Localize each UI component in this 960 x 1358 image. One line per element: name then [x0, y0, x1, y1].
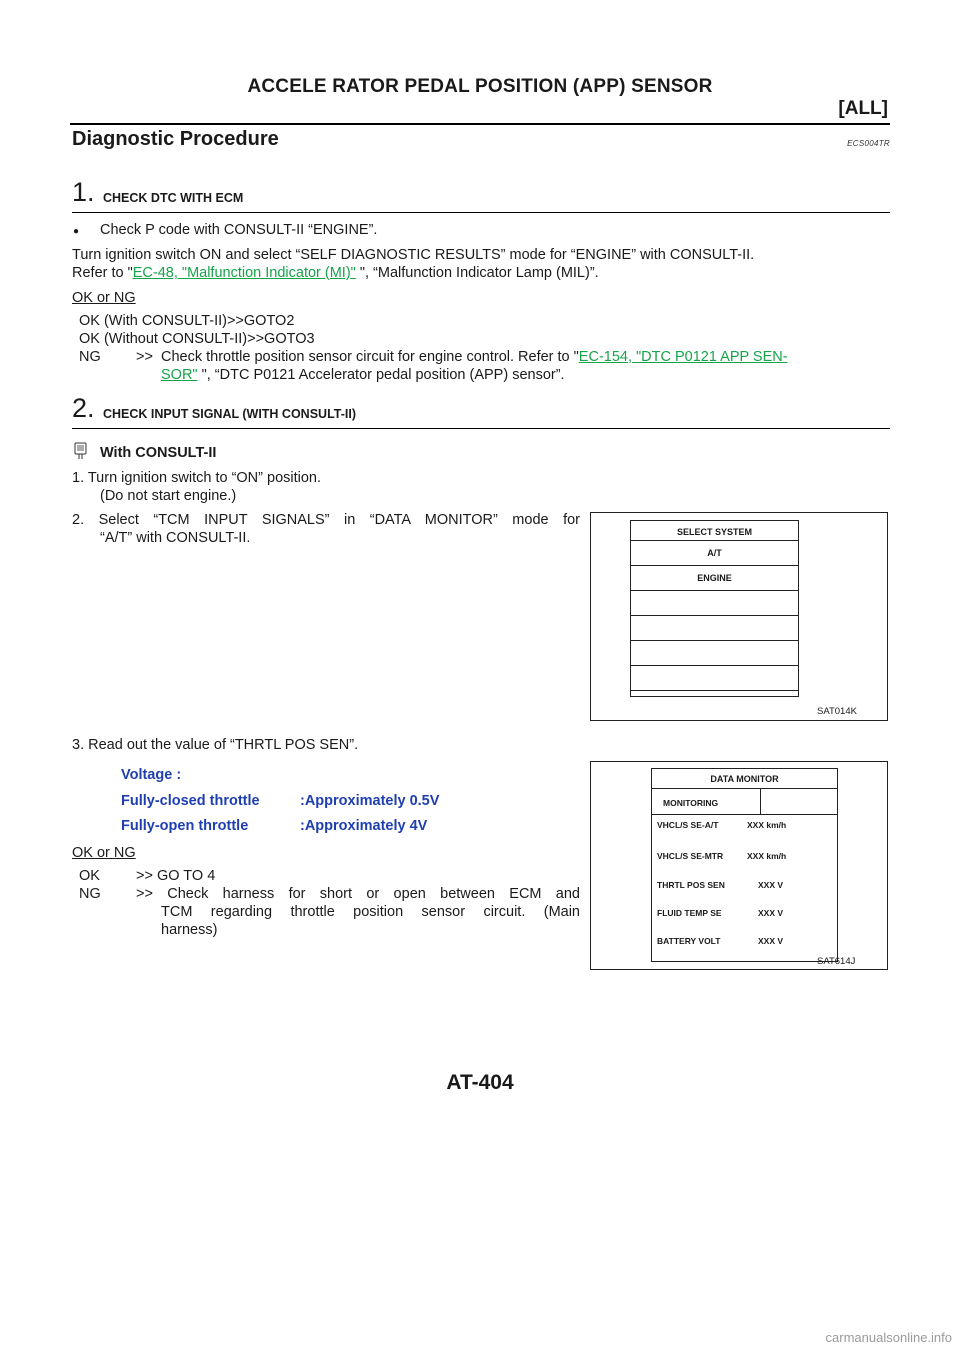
select-system-screen — [630, 520, 799, 697]
step-1-instruction: Turn ignition switch ON and select “SELF DIAGNOSTIC RESULTS” mode for “ENGINE” with CONSULT-II. — [72, 247, 755, 263]
step-2-title: CHECK INPUT SIGNAL (WITH CONSULT-II) — [103, 407, 356, 421]
monitoring-label: MONITORING — [663, 798, 719, 808]
section-code: ECS004TR — [847, 139, 890, 148]
step-1-ok-2: OK (Without CONSULT-II)>>GOTO3 — [79, 331, 315, 347]
step-1-ng-label: NG — [79, 349, 101, 365]
step-2-item-1: 1. Turn ignition switch to “ON” position. — [72, 470, 322, 486]
monitor-item-value: XXX V — [758, 936, 784, 946]
step-1-header — [72, 173, 890, 213]
monitor-item-name: THRTL POS SEN — [657, 880, 725, 890]
step-2-ok-text: >> GO TO 4 — [136, 868, 216, 884]
link-ec-154-cont[interactable]: SOR" — [161, 367, 198, 383]
consult-label: With CONSULT-II — [100, 445, 217, 461]
step-2-item-1-note: (Do not start engine.) — [100, 488, 237, 504]
step-1-title: CHECK DTC WITH ECM — [103, 191, 244, 205]
voltage-label: Voltage : — [121, 767, 182, 783]
screen-row-engine: ENGINE — [697, 573, 732, 583]
step-2-item-3: 3. Read out the value of “THRTL POS SEN”. — [72, 737, 359, 753]
page-header-tag: [ALL] — [838, 98, 888, 119]
bullet-icon: ● — [73, 226, 80, 237]
step-2-item-2-cont: “A/T” with CONSULT-II. — [100, 530, 251, 546]
voltage-closed-label: Fully-closed throttle — [121, 793, 260, 809]
figure-1-code: SAT014K — [817, 706, 857, 717]
step-1-ng-text: Check throttle position sensor circuit for engine control. Refer to "EC-154, "DTC P0121 APP SEN- — [161, 349, 788, 365]
monitor-item-value: XXX V — [758, 880, 784, 890]
header-rule — [70, 123, 890, 125]
monitor-item-name: VHCL/S SE-MTR — [657, 851, 724, 861]
step-1-ng-arrow: >> — [136, 349, 153, 365]
step-1-number: 1. — [72, 177, 95, 207]
monitor-item-name: FLUID TEMP SE — [657, 908, 722, 918]
voltage-closed-value: :Approximately 0.5V — [300, 793, 440, 809]
page-number: AT-404 — [446, 1071, 514, 1094]
figure-select-system — [590, 512, 888, 721]
figure-2-code: SAT614J — [817, 956, 856, 967]
step-2-ok-label: OK — [79, 868, 100, 884]
consult-icon — [72, 442, 92, 465]
step-2-ok-ng: OK or NG — [72, 845, 136, 861]
step-2-number: 2. — [72, 393, 95, 423]
monitor-item-value: XXX km/h — [747, 851, 787, 861]
step-2-ng-text-2: TCM regarding throttle position sensor circuit. (Main — [161, 904, 580, 920]
data-monitor-screen — [651, 768, 838, 962]
section-title: Diagnostic Procedure — [72, 128, 279, 150]
step-2-item-2: 2. Select “TCM INPUT SIGNALS” in “DATA MONITOR” mode for — [72, 512, 580, 528]
step-2-header — [72, 389, 890, 429]
voltage-open-value: :Approximately 4V — [300, 818, 428, 834]
step-2-ng-text-3: harness) — [161, 922, 218, 938]
data-monitor-title: DATA MONITOR — [710, 774, 779, 784]
monitor-item-name: BATTERY VOLT — [657, 936, 721, 946]
step-1-ng-text-2: SOR" ", “DTC P0121 Accelerator pedal position (APP) sensor”. — [161, 367, 565, 383]
watermark: carmanualsonline.info — [825, 1330, 952, 1345]
voltage-open-label: Fully-open throttle — [121, 818, 249, 834]
monitor-item-value: XXX km/h — [747, 820, 787, 830]
page-header-title: ACCELE RATOR PEDAL POSITION (APP) SENSOR — [247, 76, 713, 97]
screen-row-at: A/T — [707, 548, 722, 558]
figure-data-monitor — [590, 761, 888, 970]
step-1-ok-ng: OK or NG — [72, 290, 136, 306]
monitor-item-name: VHCL/S SE-A/T — [657, 820, 719, 830]
link-ec-48[interactable]: EC-48, "Malfunction Indicator (MI)" — [132, 265, 356, 281]
monitor-item-value: XXX V — [758, 908, 784, 918]
screen-row-title: SELECT SYSTEM — [676, 527, 752, 537]
step-2-ng-text-1: >> Check harness for short or open between ECM and — [136, 886, 580, 902]
link-ec-154[interactable]: EC-154, "DTC P0121 APP SEN- — [578, 349, 788, 365]
step-1-bullet-text: Check P code with CONSULT-II “ENGINE”. — [100, 222, 378, 238]
step-2-ng-label: NG — [79, 886, 101, 902]
step-1-ok-1: OK (With CONSULT-II)>>GOTO2 — [79, 313, 295, 329]
step-1-reference: Refer to "EC-48, "Malfunction Indicator (MI)" ", “Malfunction Indicator Lamp (MIL)”. — [72, 265, 599, 281]
